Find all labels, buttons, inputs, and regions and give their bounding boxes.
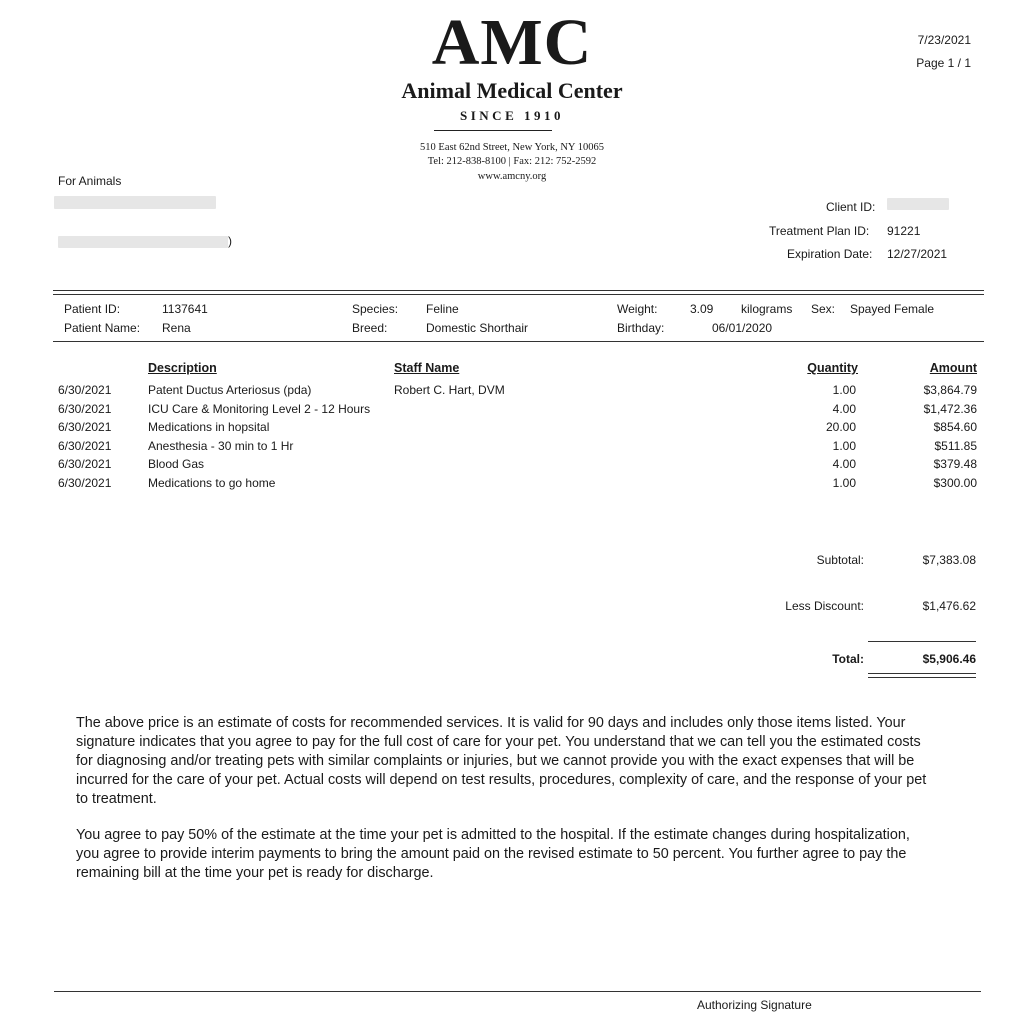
row-date: 6/30/2021 bbox=[58, 420, 112, 434]
patient-name: Rena bbox=[162, 321, 191, 335]
patient-id-label: Patient ID: bbox=[64, 302, 121, 316]
subtotal-label: Subtotal: bbox=[816, 553, 864, 567]
patient-box-bottom-line bbox=[53, 341, 984, 342]
subtotal-value: $7,383.08 bbox=[922, 553, 976, 567]
weight-unit: kilograms bbox=[741, 302, 793, 316]
logo-name: Animal Medical Center bbox=[401, 78, 623, 103]
row-amount: $511.85 bbox=[934, 439, 977, 453]
row-description: Patent Ductus Arteriosus (pda) bbox=[148, 383, 312, 397]
birthday: 06/01/2020 bbox=[712, 321, 773, 335]
total-rule-top bbox=[868, 641, 976, 642]
row-description: ICU Care & Monitoring Level 2 - 12 Hours bbox=[148, 402, 371, 416]
row-description: Anesthesia - 30 min to 1 Hr bbox=[148, 439, 294, 453]
col-header-quantity: Quantity bbox=[807, 361, 858, 375]
logo-divider bbox=[434, 130, 552, 131]
row-quantity: 1.00 bbox=[832, 383, 856, 397]
logo-since: SINCE 1910 bbox=[460, 108, 564, 123]
species: Feline bbox=[426, 302, 459, 316]
clinic-address: 510 East 62nd Street, New York, NY 10065 bbox=[420, 142, 604, 153]
client-id-label: Client ID: bbox=[826, 200, 876, 214]
terms-paragraph-1: The above price is an estimate of costs for recommended services. It is valid for 90 days and includes only those items listed. Your signature indicates that you agree to pay for the full cost of care for your pet. You understand that we can tell you the estimated costs for diagnosing and/or treating pets with similar complaints or injuries, but we cannot provide you with the exact expenses that will be incurred for the care of your pet. Actual costs will depend on test results, procedures, complexity of care, and the response of your pet to treatment. bbox=[76, 715, 927, 807]
birthday-label: Birthday: bbox=[617, 321, 665, 335]
row-date: 6/30/2021 bbox=[58, 476, 112, 490]
row-amount: $1,472.36 bbox=[923, 402, 977, 416]
row-quantity: 4.00 bbox=[832, 457, 856, 471]
address-fragment: ) bbox=[228, 234, 232, 248]
patient-box-top-line2 bbox=[53, 294, 984, 295]
discount-label: Less Discount: bbox=[785, 599, 864, 613]
row-description: Blood Gas bbox=[148, 457, 205, 471]
total-rule-bottom1 bbox=[868, 673, 976, 674]
weight-value: 3.09 bbox=[690, 302, 714, 316]
row-date: 6/30/2021 bbox=[58, 402, 112, 416]
document-date: 7/23/2021 bbox=[917, 33, 971, 47]
row-quantity: 20.00 bbox=[825, 420, 856, 434]
row-description: Medications in hopsital bbox=[148, 420, 270, 434]
row-amount: $379.48 bbox=[933, 457, 977, 471]
breed-label: Breed: bbox=[352, 321, 388, 335]
row-staff: Robert C. Hart, DVM bbox=[394, 383, 505, 397]
expiration-date: 12/27/2021 bbox=[887, 247, 948, 261]
sex: Spayed Female bbox=[850, 302, 935, 316]
row-quantity: 1.00 bbox=[832, 476, 856, 490]
sex-label: Sex: bbox=[811, 302, 836, 316]
row-date: 6/30/2021 bbox=[58, 383, 112, 397]
redacted-address-line1 bbox=[54, 196, 216, 209]
species-label: Species: bbox=[352, 302, 399, 316]
breed: Domestic Shorthair bbox=[426, 321, 529, 335]
clinic-website: www.amcny.org bbox=[477, 171, 547, 182]
client-org: For Animals bbox=[58, 174, 122, 188]
logo-abbreviation: AMC bbox=[431, 6, 593, 79]
weight-label: Weight: bbox=[617, 302, 658, 316]
patient-box-top-line1 bbox=[53, 290, 984, 291]
row-date: 6/30/2021 bbox=[58, 457, 112, 471]
row-amount: $854.60 bbox=[933, 420, 977, 434]
total-value: $5,906.46 bbox=[922, 652, 976, 666]
col-header-amount: Amount bbox=[929, 361, 977, 375]
row-amount: $3,864.79 bbox=[923, 383, 977, 397]
patient-name-label: Patient Name: bbox=[64, 321, 141, 335]
signature-label: Authorizing Signature bbox=[697, 998, 812, 1012]
row-date: 6/30/2021 bbox=[58, 439, 112, 453]
row-quantity: 4.00 bbox=[832, 402, 856, 416]
total-rule-bottom2 bbox=[868, 677, 976, 678]
total-label: Total: bbox=[832, 652, 864, 666]
redacted-client-id bbox=[887, 198, 949, 210]
signature-line bbox=[54, 991, 981, 992]
row-quantity: 1.00 bbox=[832, 439, 856, 453]
patient-id: 1137641 bbox=[162, 302, 208, 316]
discount-value: $1,476.62 bbox=[922, 599, 976, 613]
treatment-plan-id: 91221 bbox=[887, 224, 921, 238]
redacted-address-line2 bbox=[58, 236, 228, 248]
treatment-plan-label: Treatment Plan ID: bbox=[769, 224, 870, 238]
terms-paragraph-2: You agree to pay 50% of the estimate at the time your pet is admitted to the hospital. If the estimate changes during hospitalization, you agree to provide interim payments to bring the amount paid on the revised estimate to 50 percent. You further agree to pay the remaining bill at the time your pet is ready for discharge. bbox=[76, 827, 910, 881]
col-header-description: Description bbox=[148, 361, 217, 375]
clinic-phone: Tel: 212-838-8100 | Fax: 212: 752-2592 bbox=[427, 156, 597, 167]
col-header-staff: Staff Name bbox=[394, 361, 460, 375]
row-amount: $300.00 bbox=[933, 476, 977, 490]
row-description: Medications to go home bbox=[148, 476, 276, 490]
expiration-label: Expiration Date: bbox=[787, 247, 873, 261]
page-number: Page 1 / 1 bbox=[916, 56, 971, 70]
